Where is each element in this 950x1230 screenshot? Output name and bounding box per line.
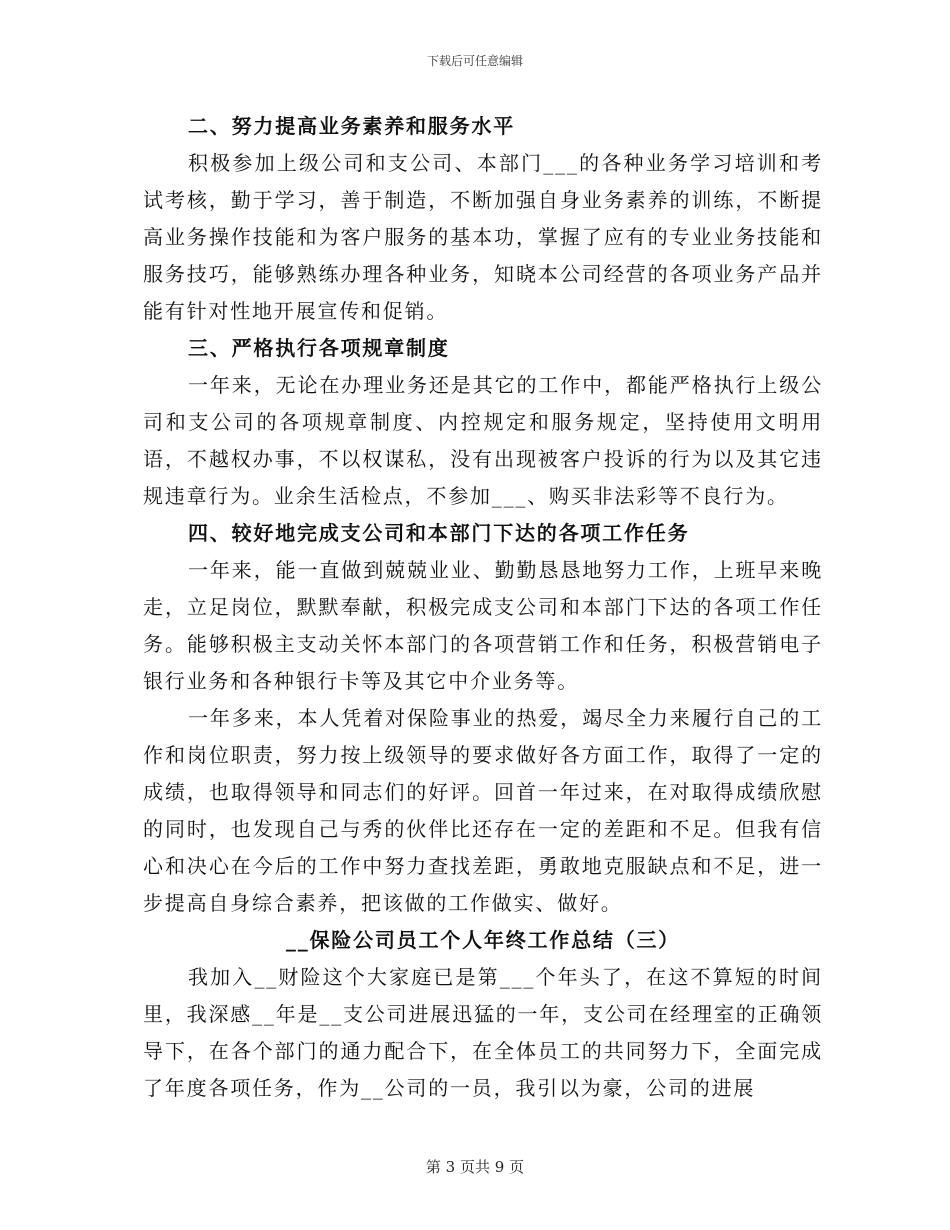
page-header-note: 下载后可任意编辑 (426, 54, 523, 68)
section-heading-2: 二、努力提高业务素养和服务水平 (188, 114, 515, 138)
document-body (143, 108, 823, 1107)
section-heading-4: 四、较好地完成支公司和本部门下达的各项工作任务 (188, 521, 690, 545)
part-title: __保险公司员工个人年终工作总结（三） (285, 928, 681, 952)
section-paragraph-4a: 一年来，能一直做到兢兢业业、勤勤恳恳地努力工作，上班早来晚走，立足岗位，默默奉献，积极完成支公司和本部门下达的各项工作任务。能够积极主支动关怀本部门的各项营销工作和任务，积极营销电子银行业务和各种银行卡等及其它中介业务等。 (143, 558, 823, 693)
part-paragraph: 我加入__财险这个大家庭已是第___个年头了，在这不算短的时间里，我深感__年是__支公司进展迅猛的一年，支公司在经理室的正确领导下，在各个部门的通力配合下，在全体员工的共同努力下，全面完成了年度各项任务，作为__公司的一员，我引以为豪，公司的进展 (143, 965, 823, 1100)
section-paragraph-3: 一年来，无论在办理业务还是其它的工作中，都能严格执行上级公司和支公司的各项规章制度、内控规定和服务规定，坚持使用文明用语，不越权办事，不以权谋私，没有出现被客户投诉的行为以及其它违规违章行为。业余生活检点，不参加___、购买非法彩等不良行为。 (143, 373, 823, 508)
section-paragraph-2: 积极参加上级公司和支公司、本部门___的各种业务学习培训和考试考核，勤于学习，善于制造，不断加强自身业务素养的训练，不断提高业务操作技能和为客户服务的基本功，掌握了应有的专业业务技能和服务技巧，能够熟练办理各种业务，知晓本公司经营的各项业务产品并能有针对性地开展宣传和促销。 (143, 151, 823, 323)
section-heading-3: 三、严格执行各项规章制度 (188, 336, 450, 360)
section-paragraph-4b: 一年多来，本人凭着对保险事业的热爱，竭尽全力来履行自己的工作和岗位职责，努力按上级领导的要求做好各方面工作，取得了一定的成绩，也取得领导和同志们的好评。回首一年过来，在对取得成绩欣慰的同时，也发现自己与秀的伙伴比还存在一定的差距和不足。但我有信心和决心在今后的工作中努力查找差距，勇敢地克服缺点和不足，进一步提高自身综合素养，把该做的工作做实、做好。 (143, 706, 823, 915)
page-number-footer: 第 3 页共 9 页 (425, 1158, 525, 1176)
